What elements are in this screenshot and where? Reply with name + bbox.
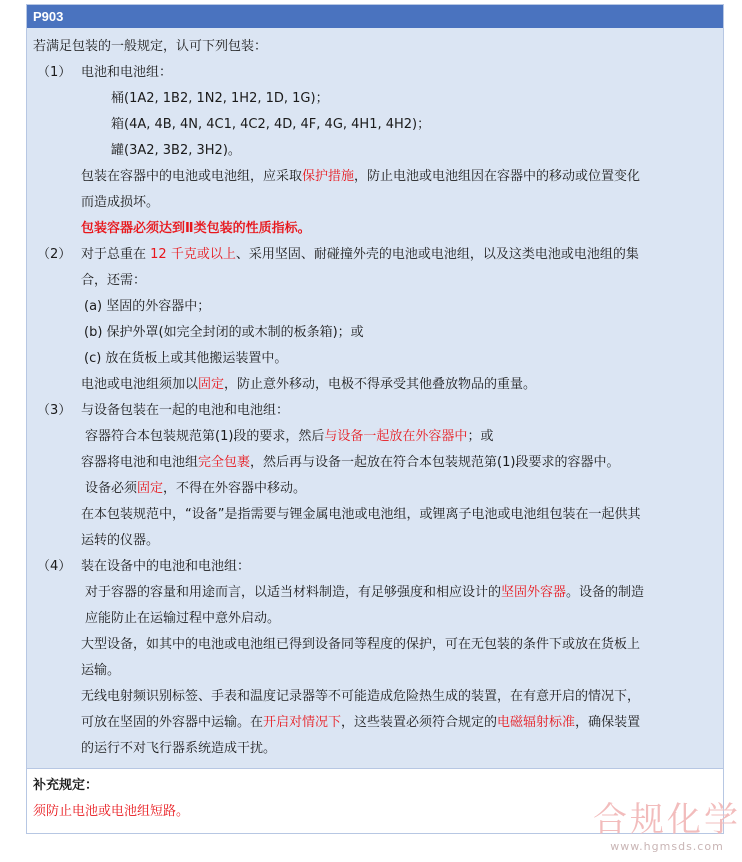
highlight-text: 电磁辐射标准 (497, 715, 576, 730)
section-4-line1: 对于容器的容量和用途而言，以适当材料制造，有足够强度和相应设计的坚固外容器。设备的制造 (85, 585, 645, 600)
highlight-text: 12 千克或以上 (150, 247, 236, 262)
section-2-line2: 合，还需： (81, 273, 147, 288)
section-4-line3: 大型设备，如其中的电池或电池组已得到设备同等程度的保护，可在无包装的条件下或放在货板上 (81, 637, 641, 652)
drums-line: 桶(1A2, 1B2, 1N2, 1H2, 1D, 1G)； (111, 91, 329, 106)
option-c: (c) 放在货板上或其他搬运装置中。 (84, 351, 288, 366)
section-3-line1: 容器符合本包装规范第(1)段的要求，然后与设备一起放在外容器中；或 (85, 429, 494, 444)
supplement-text: 须防止电池或电池组短路。 (33, 804, 190, 819)
watermark-logo (592, 800, 742, 854)
highlight-text: 坚固外容器 (501, 585, 567, 600)
watermark-url: www.hgmsds.com (610, 840, 724, 853)
section-2-para: 电池或电池组须加以固定，防止意外移动，电极不得承受其他叠放物品的重量。 (81, 377, 537, 392)
section-1-para-line1: 包装在容器中的电池或电池组，应采取保护措施，防止电池或电池组因在容器中的移动或位置变化 (81, 169, 641, 184)
highlight-text: 固定 (137, 481, 164, 496)
section-number: （4） (37, 559, 72, 574)
section-number: （1） (37, 65, 72, 80)
section-3-title: （3） 与设备包装在一起的电池和电池组： (33, 398, 717, 424)
highlight-text: 保护措施 (302, 169, 355, 184)
section-4-line7: 的运行不对飞行器系统造成干扰。 (81, 741, 277, 756)
section-1-para-line2: 而造成损坏。 (81, 195, 160, 210)
section-3-line2: 容器将电池和电池组完全包裹，然后再与设备一起放在符合本包装规范第(1)段要求的容器中。 (81, 455, 620, 470)
section-3-line5: 运转的仪器。 (81, 533, 160, 548)
section-1-requirement (33, 216, 717, 242)
section-number: （2） (37, 247, 72, 262)
highlight-text: 开启对情况下 (263, 715, 342, 730)
section-4-title: （4） 装在设备中的电池和电池组： (33, 554, 717, 580)
section-4-line5: 无线电射频识别标签、手表和温度记录器等不可能造成危险热生成的装置，在有意开启的情况下， (81, 689, 641, 704)
highlight-text: 完全包裹 (198, 455, 251, 470)
boxes-line: 箱(4A, 4B, 4N, 4C1, 4C2, 4D, 4F, 4G, 4H1, 4H2)； (111, 117, 431, 132)
supplement-title: 补充规定： (33, 778, 99, 793)
section-number: （3） (37, 403, 72, 418)
instruction-content (27, 28, 723, 769)
intro-line: 若满足包装的一般规定，认可下列包装： (33, 39, 268, 54)
section-2-title: （2） 对于总重在 12 千克或以上、采用坚固、耐碰撞外壳的电池或电池组，以及这类电池或电池组的集 (33, 242, 717, 268)
instruction-code: P903 (33, 9, 64, 24)
watermark-title: 合规化学 (593, 800, 741, 840)
option-a: (a) 坚固的外容器中； (84, 299, 211, 314)
section-4-line6: 可放在坚固的外容器中运输。在开启对情况下，这些装置必须符合规定的电磁辐射标准，确保装置 (81, 715, 641, 730)
section-3-line4: 在本包装规范中，“设备”是指需要与锂金属电池或电池组，或锂离子电池或电池组包装在一起供其 (81, 507, 641, 522)
jerricans-line: 罐(3A2, 3B2, 3H2)。 (111, 143, 241, 158)
section-3-line3: 设备必须固定，不得在外容器中移动。 (85, 481, 307, 496)
option-b: (b) 保护外罩(如完全封闭的或木制的板条箱)；或 (84, 325, 364, 340)
section-4-line2: 应能防止在运输过程中意外启动。 (85, 611, 281, 626)
highlight-text: 与设备一起放在外容器中 (324, 429, 468, 444)
section-1-title: （1） 电池和电池组： (33, 60, 717, 86)
p903-instruction-table (26, 4, 724, 834)
section-4-line4: 运输。 (81, 663, 121, 678)
highlight-text: 包装容器必须达到Ⅱ类包装的性质指标。 (81, 221, 311, 236)
table-header (27, 5, 723, 28)
highlight-text: 固定 (198, 377, 225, 392)
